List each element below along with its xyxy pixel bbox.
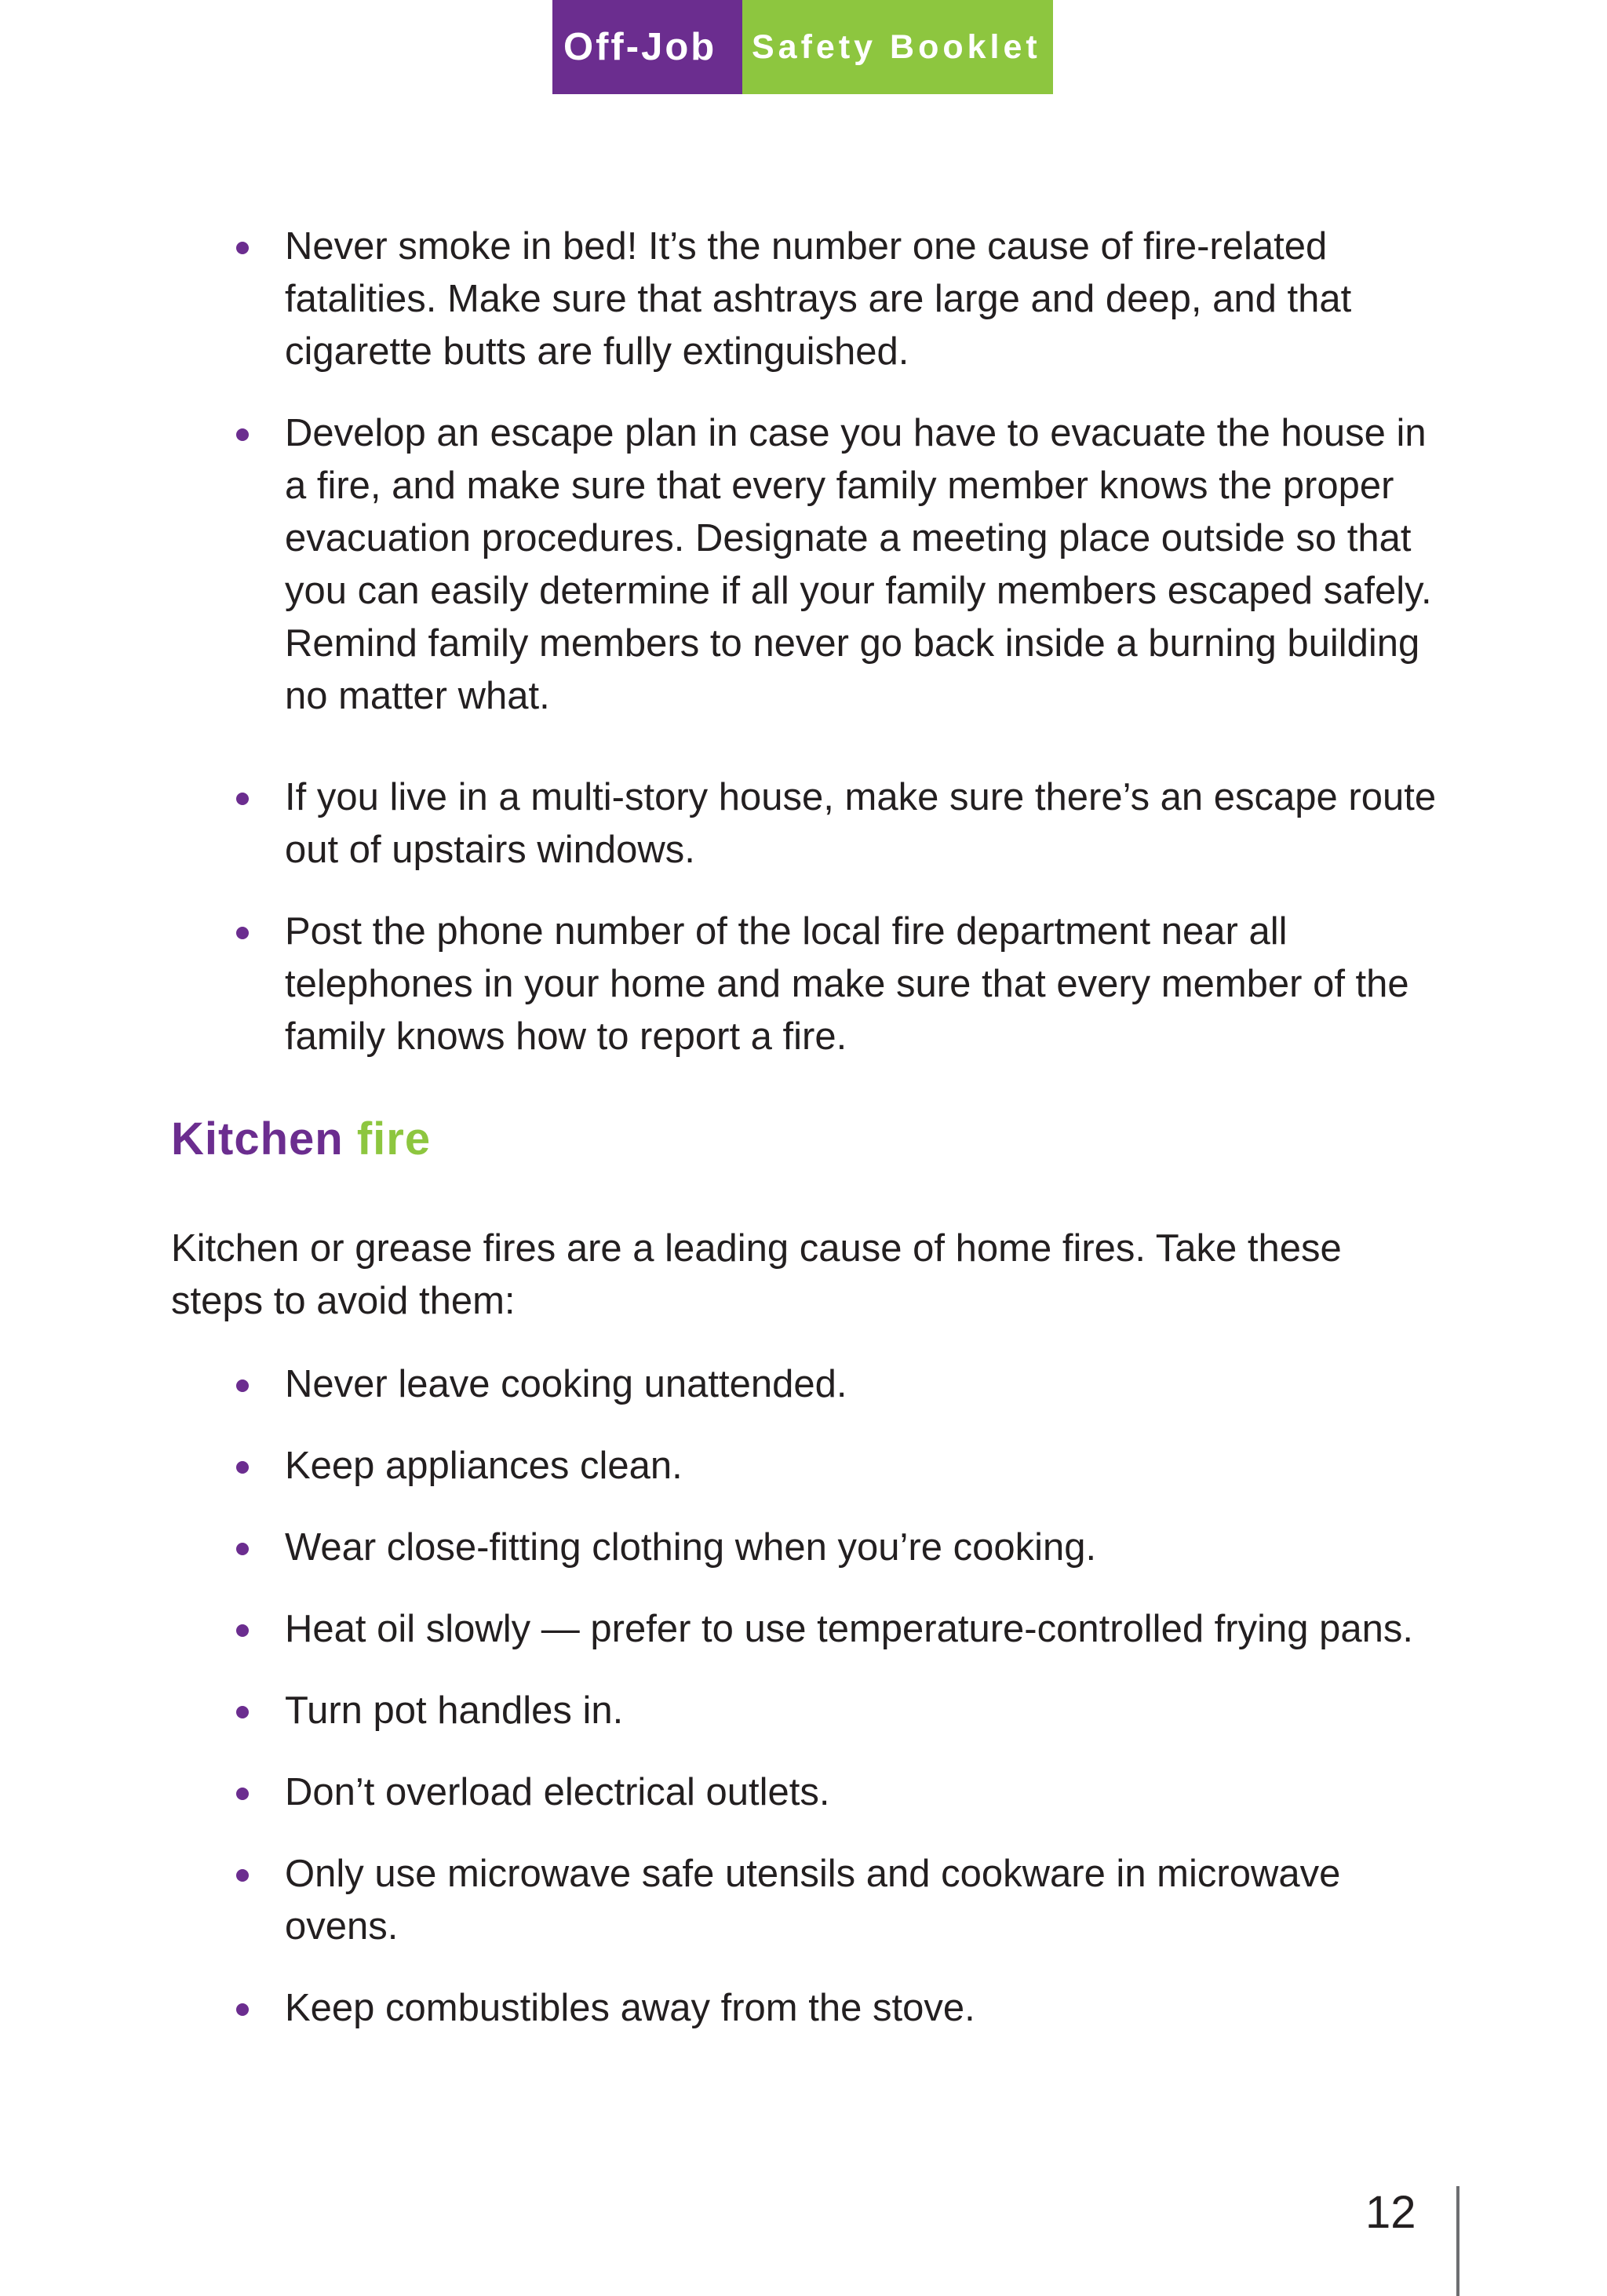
list-item	[231, 1766, 1456, 1819]
header-tab	[552, 0, 1053, 94]
bullet-icon	[236, 1461, 249, 1474]
list-item	[231, 1440, 1456, 1492]
list-item	[231, 407, 1456, 723]
list-item-text: Don’t overload electrical outlets.	[285, 1771, 830, 1813]
list-item	[231, 771, 1456, 876]
list-item-text: Keep appliances clean.	[285, 1445, 683, 1487]
section-intro: Kitchen or grease fires are a leading cause of home fires. Take these steps to avoid them:	[171, 1227, 1342, 1322]
bullet-icon	[236, 1379, 249, 1392]
list-item-text: Post the phone number of the local fire department near all telephones in your home and make sure that every member of the family knows how to report a fire.	[285, 910, 1409, 1058]
list-item	[231, 1982, 1456, 2035]
page-number: 12	[1365, 2187, 1416, 2238]
list-item	[231, 1603, 1456, 1656]
kitchen-fire-list	[231, 1358, 1456, 2064]
section-heading-part2: fire	[356, 1113, 432, 1164]
list-item-text: If you live in a multi-story house, make sure there’s an escape route out of upstairs windows.	[285, 776, 1437, 871]
section-heading	[171, 1113, 431, 1165]
list-item	[231, 1358, 1456, 1411]
list-item-text: Never smoke in bed! It’s the number one cause of fire-related fatalities. Make sure that ashtrays are large and deep, and that cigarette butts are fully extinguished.	[285, 225, 1352, 373]
bullet-icon	[236, 2003, 249, 2016]
bullet-icon	[236, 1706, 249, 1718]
list-item-text: Keep combustibles away from the stove.	[285, 1987, 975, 2029]
header-title-part1: Off-Job	[552, 0, 742, 94]
page-number-divider	[1456, 2186, 1459, 2296]
bullet-icon	[236, 1869, 249, 1882]
list-item	[231, 906, 1456, 1063]
list-item	[231, 1848, 1456, 1953]
fire-safety-list	[231, 220, 1456, 1092]
list-item	[231, 1685, 1456, 1737]
bullet-icon	[236, 927, 249, 939]
list-item-text: Turn pot handles in.	[285, 1689, 624, 1732]
list-item	[231, 1522, 1456, 1574]
bullet-icon	[236, 793, 249, 805]
section-heading-part1: Kitchen	[171, 1113, 344, 1164]
list-item-text: Heat oil slowly — prefer to use temperature-controlled frying pans.	[285, 1608, 1413, 1650]
list-item-text: Wear close-fitting clothing when you’re cooking.	[285, 1526, 1097, 1569]
header-title-part2: Safety Booklet	[742, 0, 1053, 94]
bullet-icon	[236, 1543, 249, 1555]
bullet-icon	[236, 1624, 249, 1637]
bullet-icon	[236, 428, 249, 441]
bullet-icon	[236, 1788, 249, 1800]
list-item-text: Never leave cooking unattended.	[285, 1363, 847, 1405]
bullet-icon	[236, 242, 249, 254]
list-item-text: Develop an escape plan in case you have to evacuate the house in a fire, and make sure that every family member knows the proper evacuation procedures. Designate a meeting place outside so that you can easily determine if all your family members escaped safely. Remind family members to never go back inside a burning building no matter what.	[285, 412, 1432, 717]
list-item	[231, 220, 1456, 378]
list-item-text: Only use microwave safe utensils and cookware in microwave ovens.	[285, 1853, 1341, 1948]
